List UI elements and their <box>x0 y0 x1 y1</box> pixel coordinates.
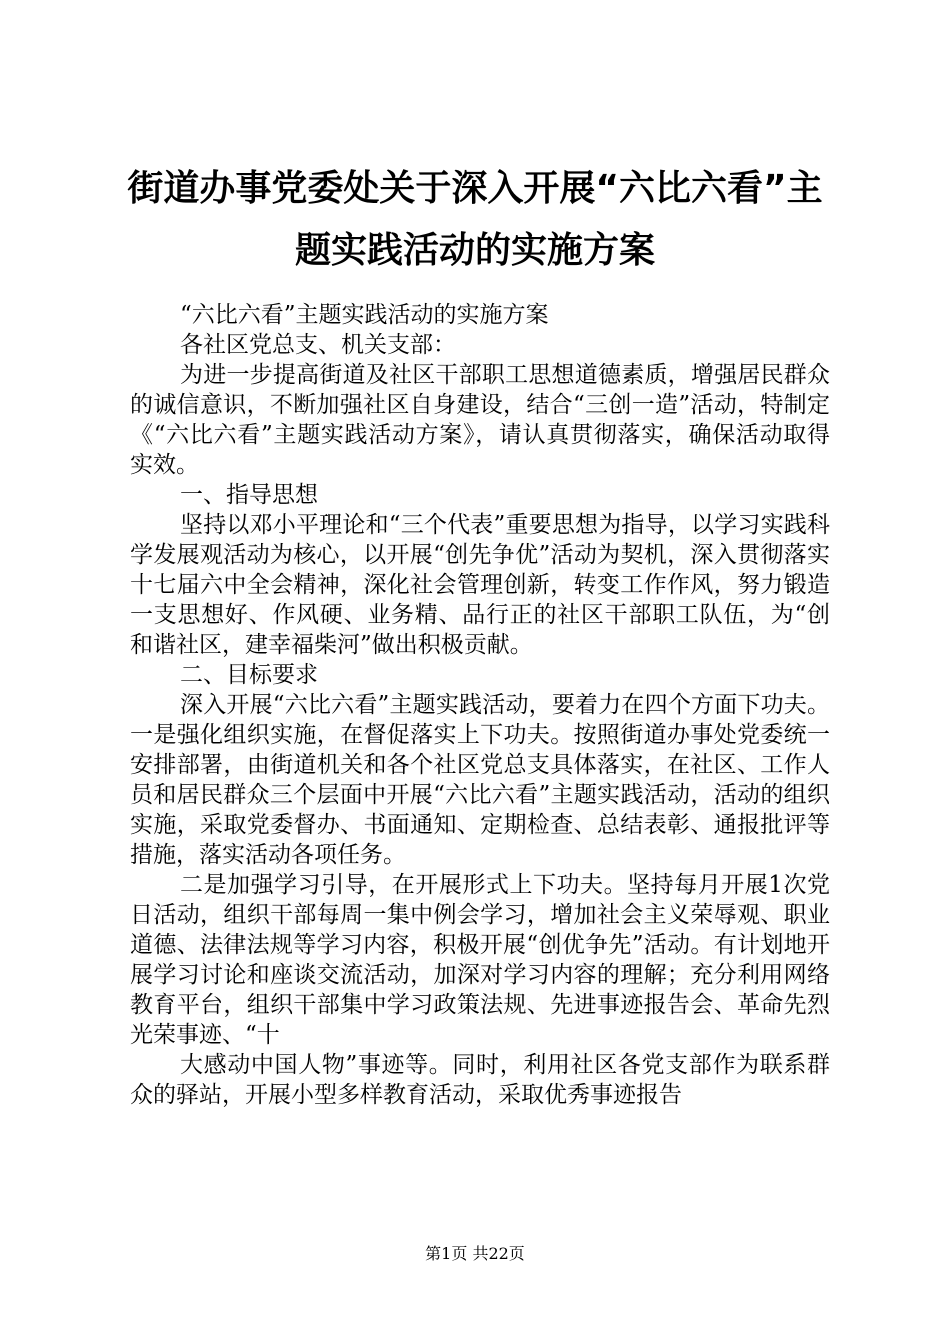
goals-paragraph-2: 二是加强学习引导，在开展形式上下功夫。坚持每月开展1次党日活动，组织干部每周一集中例会学习，增加社会主义荣辱观、职业道德、法律法规等学习内容，积极开展“创优争先”活动。有计划地开展学习讨论和座谈交流活动，加深对学习内容的理解；充分利用网络教育平台，组织干部集中学习政策法规、先进事迹报告会、革命先烈光荣事迹、“十 <box>130 872 830 1048</box>
goals-paragraph-3: 大感动中国人物”事迹等。同时，利用社区各党支部作为联系群众的驿站，开展小型多样教育活动，采取优秀事迹报告 <box>130 1052 830 1108</box>
document-body <box>130 300 830 1110</box>
subtitle-paragraph: “六比六看”主题实践活动的实施方案 <box>180 302 549 328</box>
section-heading-goals: 二、目标要求 <box>180 662 318 688</box>
salutation-paragraph: 各社区党总支、机关支部： <box>180 332 456 358</box>
page-footer: 第1页 共22页 <box>425 1244 525 1263</box>
document-title <box>110 158 840 282</box>
title-line-2: 题实践活动的实施方案 <box>294 230 655 271</box>
section-heading-guiding-thought: 一、指导思想 <box>180 482 318 508</box>
title-line-1: 街道办事党委处关于深入开展“六比六看”主 <box>127 168 823 209</box>
goals-paragraph-1: 深入开展“六比六看”主题实践活动，要着力在四个方面下功夫。一是强化组织实施，在督促落实上下功夫。按照街道办事处党委统一安排部署，由街道机关和各个社区党总支具体落实，在社区、工作人员和居民群众三个层面中开展“六比六看”主题实践活动，活动的组织实施，采取党委督办、书面通知、定期检查、总结表彰、通报批评等措施，落实活动各项任务。 <box>130 692 830 868</box>
guiding-thought-paragraph: 坚持以邓小平理论和“三个代表”重要思想为指导，以学习实践科学发展观活动为核心，以开展“创先争优”活动为契机，深入贯彻落实十七届六中全会精神，深化社会管理创新，转变工作作风，努力锻造一支思想好、作风硬、业务精、品行正的社区干部职工队伍，为“创和谐社区，建幸福柴河”做出积极贡献。 <box>130 512 830 658</box>
intro-paragraph: 为进一步提高街道及社区干部职工思想道德素质，增强居民群众的诚信意识，不断加强社区自身建设，结合“三创一造”活动，特制定《“六比六看”主题实践活动方案》，请认真贯彻落实，确保活动取得实效。 <box>130 362 830 478</box>
